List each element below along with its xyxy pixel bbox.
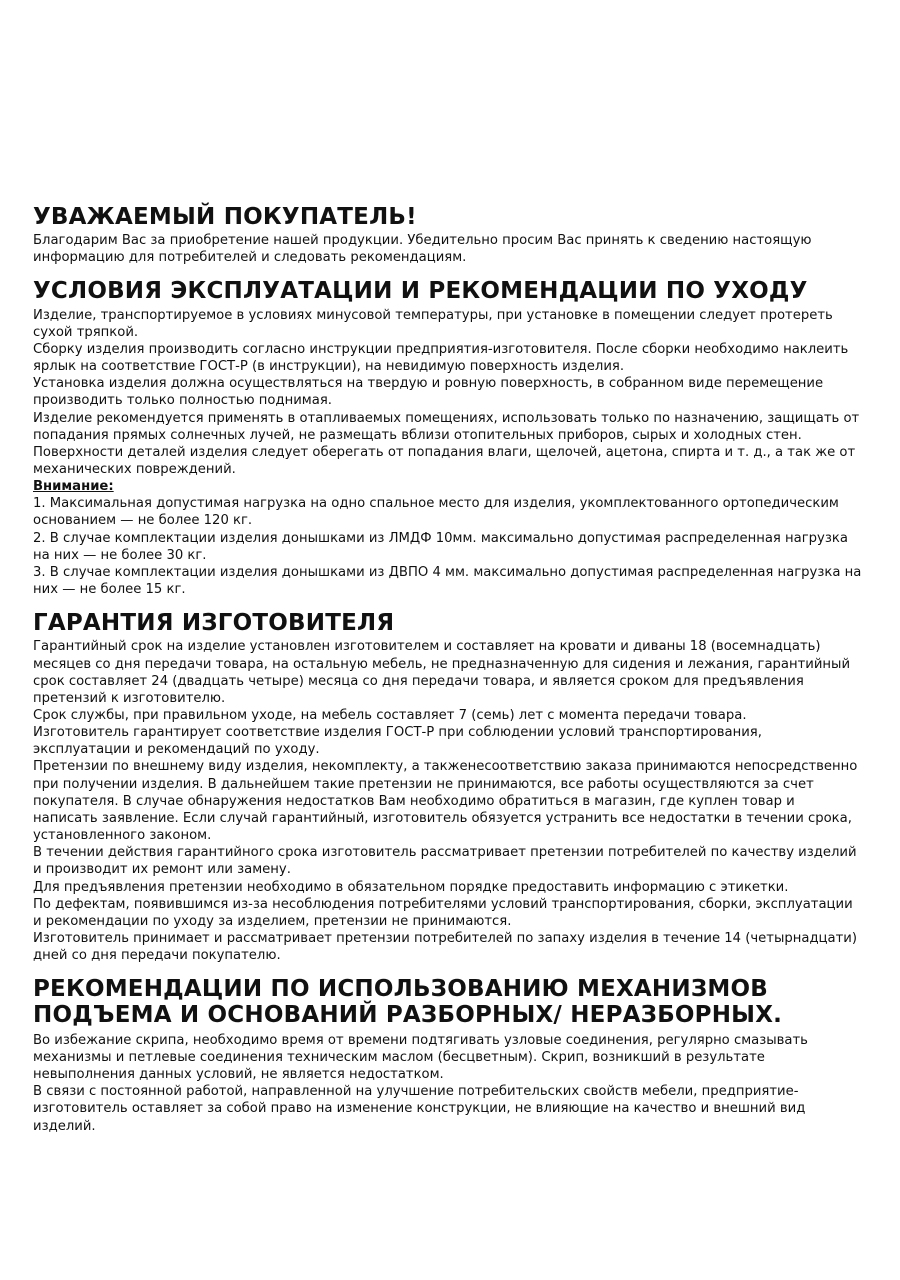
page-title: УВАЖАЕМЫЙ ПОКУПАТЕЛЬ! bbox=[33, 204, 417, 230]
section-mechanisms bbox=[33, 977, 863, 1134]
mechanisms-title: РЕКОМЕНДАЦИИ ПО ИСПОЛЬЗОВАНИЮ МЕХАНИЗМОВ ПОДЪЕМА И ОСНОВАНИЙ РАЗБОРНЫХ/ НЕРАЗБОРНЫХ. bbox=[33, 976, 783, 1029]
warranty-title: ГАРАНТИЯ ИЗГОТОВИТЕЛЯ bbox=[33, 610, 395, 637]
warranty-paragraph-2: Срок службы, при правильном уходе, на мебель составляет 7 (семь) лет с момента передачи товара. bbox=[33, 708, 747, 724]
usage-paragraph-4: Изделие рекомендуется применять в отапливаемых помещениях, использовать только по назначению, защищать от попадания прямых солнечных лучей, не размещать вблизи отопительных приборов, сырых и холодных стен. bbox=[33, 410, 860, 443]
warning-item-3: 3. В случае комплектации изделия донышками из ДВПО 4 мм. максимально допустимая распределенная нагрузка на них — не более 15 кг. bbox=[33, 564, 862, 598]
section-greeting bbox=[33, 205, 863, 266]
section-warranty bbox=[33, 611, 863, 964]
warranty-paragraph-3: Изготовитель гарантирует соответствие изделия ГОСТ-Р при соблюдении условий транспортирования, эксплуатации и рекомендаций по уходу. bbox=[33, 725, 762, 758]
warning-item-1: 1. Максимальная допустимая нагрузка на одно спальное место для изделия, укомплектованного ортопедическим основанием — не более 120 кг. bbox=[33, 496, 839, 529]
warranty-paragraph-6: Для предъявления претензии необходимо в обязательном порядке предоставить информацию с этикетки. bbox=[33, 879, 789, 895]
usage-paragraph-5: Поверхности деталей изделия следует оберегать от попадания влаги, щелочей, ацетона, спирта и т. д., а так же от механических повреждений. bbox=[33, 444, 856, 477]
usage-paragraph-1: Изделие, транспортируемое в условиях минусовой температуры, при установке в помещении следует протереть сухой тряпкой. bbox=[33, 307, 833, 340]
warning-item-2: 2. В случае комплектации изделия донышками из ЛМДФ 10мм. максимально допустимая распределенная нагрузка на них — не более 30 кг. bbox=[33, 530, 848, 563]
mechanisms-paragraph-1: Во избежание скрипа, необходимо время от времени подтягивать узловые соединения, регулярно смазывать механизмы и петлевые соединения техническим маслом (бесцветным). Скрип, возникший в результате невыполнения данных условий, не является недостатком. bbox=[33, 1032, 808, 1083]
usage-paragraph-3: Установка изделия должна осуществляться на твердую и ровную поверхность, в собранном виде перемещение производить только полностью поднимая. bbox=[33, 376, 824, 409]
mechanisms-paragraph-2: В связи с постоянной работой, направленной на улучшение потребительских свойств мебели, предприятие-изготовитель оставляет за собой право на изменение конструкции, не влияющие на качество и внешний вид изделий. bbox=[33, 1084, 806, 1134]
warranty-paragraph-7: По дефектам, появившимся из-за несоблюдения потребителями условий транспортирования, сборки, эксплуатации и рекомендации по уходу за изделием, претензии не принимаются. bbox=[33, 896, 853, 929]
warning-label: Внимание: bbox=[33, 479, 114, 495]
document-body bbox=[33, 205, 863, 1135]
warranty-paragraph-4: Претензии по внешнему виду изделия, некомплекту, а такженесоответствию заказа принимаются непосредственно при получении изделия. В дальнейшем такие претензии не принимаются, все работы осуществляются за счет покупателя. В случае обнаружения недостатков Вам необходимо обратиться в магазин, где куплен товар и написать заявление. Если случай гарантийный, изготовитель обязуется устранить все недостатки в течении срока, установленного законом. bbox=[33, 759, 858, 844]
usage-paragraph-2: Сборку изделия производить согласно инструкции предприятия-изготовителя. После сборки необходимо наклеить ярлык на соответствие ГОСТ-Р (в инструкции), на невидимую поверхность изделия. bbox=[33, 341, 849, 375]
warranty-paragraph-8: Изготовитель принимает и рассматривает претензии потребителей по запаху изделия в течение 14 (четырнадцати) дней со дня передачи покупателю. bbox=[33, 931, 858, 964]
section-usage bbox=[33, 279, 863, 598]
usage-title: УСЛОВИЯ ЭКСПЛУАТАЦИИ И РЕКОМЕНДАЦИИ ПО УХОДУ bbox=[33, 278, 808, 305]
greeting-paragraph: Благодарим Вас за приобретение нашей продукции. Убедительно просим Вас принять к сведению настоящую информацию для потребителей и следовать рекомендациям. bbox=[33, 233, 812, 266]
warranty-paragraph-5: В течении действия гарантийного срока изготовитель рассматривает претензии потребителей по качеству изделий и производит их ремонт или замену. bbox=[33, 845, 857, 878]
warranty-paragraph-1: Гарантийный срок на изделие установлен изготовителем и составляет на кровати и диваны 18 (восемнадцать) месяцев со дня передачи товара, на остальную мебель, не предназначенную для сидения и лежания, гарантийный срок составляет 24 (двадцать четыре) месяца со дня передачи товара, и является сроком для предъявления претензий к изготовителю. bbox=[33, 639, 851, 706]
